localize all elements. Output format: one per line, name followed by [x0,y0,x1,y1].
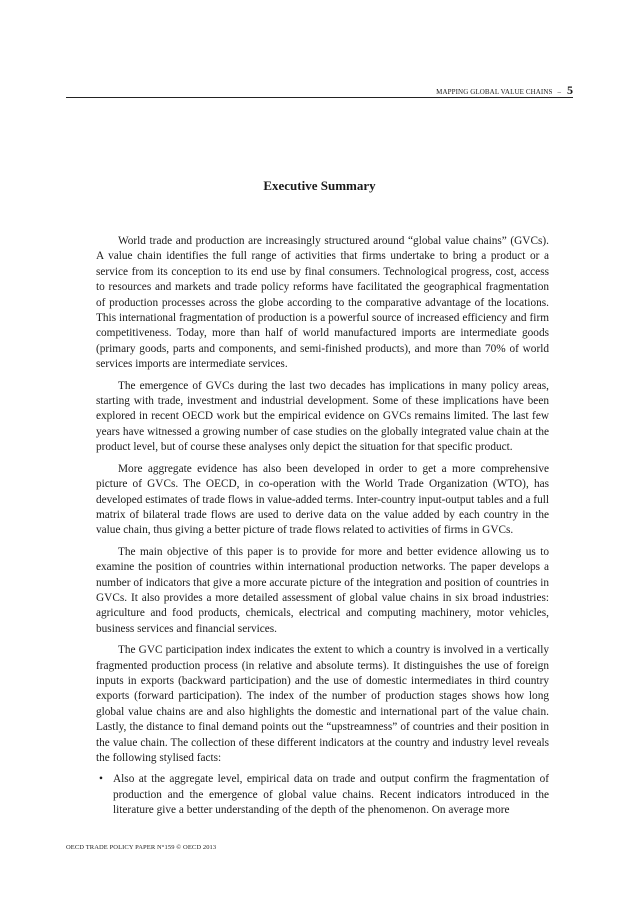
paragraph-3: More aggregate evidence has also been developed in order to get a more comprehensive picture of GVCs. The OECD, in co-operation with the World Trade Organization (WTO), has developed estimates of trade flows in value-added terms. Inter-country input-output tables and a full matrix of bilateral trade flows are used to derive data on the value added by each country in the value chain, thus giving a better picture of trade flows related to activities of firms in GVCs. [96,462,549,537]
stylised-facts-list [96,772,549,818]
running-title: MAPPING GLOBAL VALUE CHAINS [436,88,553,96]
list-item-text: Also at the aggregate level, empirical data on trade and output confirm the fragmentation of production and the emergence of global value chains. Recent indicators introduced in the literature give a better understanding of the depth of the phenomenon. On average more [113,773,549,817]
running-header [66,81,573,98]
page-number: 5 [567,83,573,97]
paragraph-2: The emergence of GVCs during the last two decades has implications in many policy areas, starting with trade, investment and industrial development. Some of these implications have been explored in recent OECD work but the empirical evidence on GVCs remains limited. The last few years have witnessed a growing number of case studies on the globally integrated value chain at the product level, but of course these analyses only depict the situation for that specific product. [96,379,549,454]
section-title: Executive Summary [263,178,376,193]
body-text [96,234,549,819]
paragraph-1: World trade and production are increasingly structured around “global value chains” (GVCs). A value chain identifies the full range of activities that firms undertake to bring a product or a service from its conception to its end use by final consumers. Technological progress, cost, access to resources and markets and trade policy reforms have facilitated the geographical fragmentation of production processes across the globe according to the comparative advantage of the locations. This international fragmentation of production is a powerful source of increased efficiency and firm competitiveness. Today, more than half of world manufactured imports are intermediate goods (primary goods, parts and components, and semi-finished products), and more than 70% of world services imports are intermediate services. [96,235,549,371]
page-footer: OECD TRADE POLICY PAPER N°159 © OECD 2013 [66,844,217,851]
header-separator: – [557,88,561,96]
bullet-icon: • [99,773,103,786]
paragraph-5: The GVC participation index indicates the extent to which a country is involved in a vertically fragmented production process (in relative and absolute terms). It distinguishes the use of foreign inputs in exports (backward participation) and the use of domestic intermediates in third country exports (forward participation). The index of the number of production stages shows how long global value chains are and also highlights the domestic and international part of the value chain. Lastly, the distance to final demand points out the “upstreamness” of countries and their position in the value chain. The collection of these different indicators at the country and industry level reveals the following stylised facts: [96,644,549,764]
list-item [96,772,549,818]
paragraph-4: The main objective of this paper is to provide for more and better evidence allowing us to examine the position of countries within international production networks. The paper develops a number of indicators that give a more accurate picture of the integration and position of countries in GVCs. It also provides a more detailed assessment of global value chains in six broad industries: agriculture and food products, chemicals, electrical and computing machinery, motor vehicles, business services and financial services. [96,545,549,635]
